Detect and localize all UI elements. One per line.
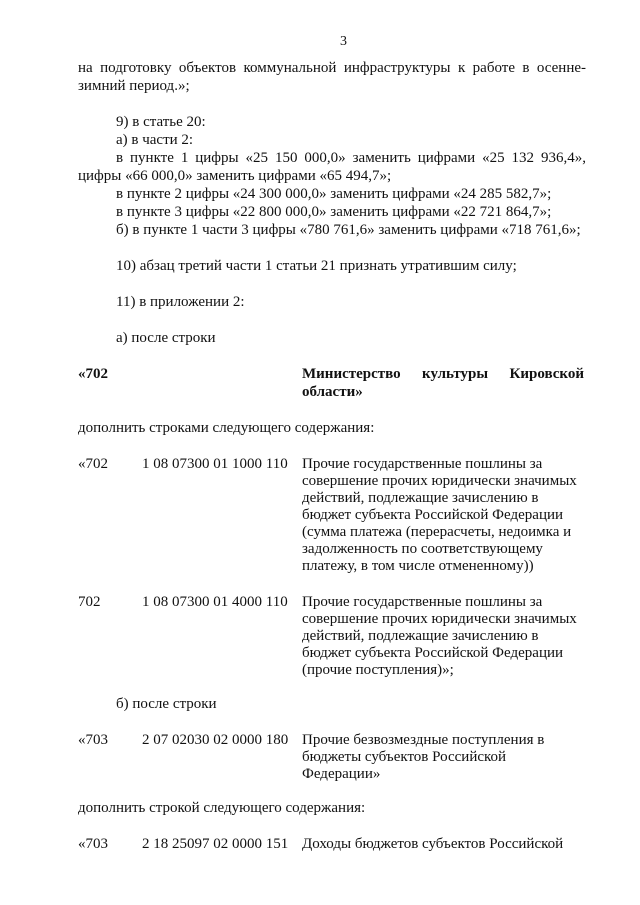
row-3-kbk: 2 07 02030 02 0000 180	[142, 732, 289, 748]
row-3-code: «703	[78, 732, 108, 748]
row-4-description	[302, 836, 592, 853]
add-rows-text: дополнить строками следующего содержания:	[78, 420, 375, 436]
ministry-row-name-line-2: области»	[302, 384, 363, 400]
row-4-kbk: 2 18 25097 02 0000 151	[142, 836, 289, 852]
item-10: 10) абзац третий части 1 статьи 21 признать утратившим силу;	[116, 258, 517, 274]
ministry-row-name-line-1: Министерство культуры Кировской	[302, 366, 584, 382]
row-1-kbk: 1 08 07300 01 1000 110	[142, 456, 288, 472]
item-9-point-1-line-2: цифры «66 000,0» заменить цифрами «65 494,7»;	[78, 168, 392, 184]
item-11: 11) в приложении 2:	[116, 294, 245, 310]
item-9-point-1-line-1: в пункте 1 цифры «25 150 000,0» заменить цифрами «25 132 936,4»,	[116, 150, 586, 166]
row-4-desc-line: Доходы бюджетов субъектов Российской	[302, 836, 564, 852]
row-1-desc-line: Прочие государственные пошлины за	[302, 456, 543, 472]
item-9-part-a: а) в части 2:	[116, 132, 194, 148]
row-1-code: «702	[78, 456, 108, 472]
sub-item-a: а) после строки	[116, 330, 216, 346]
row-1-desc-line: совершение прочих юридически значимых	[302, 473, 577, 489]
row-4-code: «703	[78, 836, 108, 852]
ministry-row-code: «702	[78, 366, 108, 382]
item-9-part-b: б) в пункте 1 части 3 цифры «780 761,6» заменить цифрами «718 761,6»;	[116, 222, 581, 238]
row-1-desc-line: задолженность по соответствующему	[302, 541, 543, 557]
row-3-desc-line: Прочие безвозмездные поступления в	[302, 732, 545, 748]
sub-item-b: б) после строки	[116, 696, 217, 712]
intro-line-1: на подготовку объектов коммунальной инфраструктуры к работе в осенне-	[78, 60, 586, 76]
row-2-description	[302, 594, 592, 679]
row-1-desc-line: платежу, в том числе отмененному))	[302, 558, 534, 574]
row-2-desc-line: совершение прочих юридически значимых	[302, 611, 577, 627]
intro-line-2: зимний период.»;	[78, 78, 190, 94]
item-9-heading: 9) в статье 20:	[116, 114, 206, 130]
row-2-desc-line: действий, подлежащие зачислению в	[302, 628, 539, 644]
page-number: 3	[340, 34, 347, 49]
row-2-desc-line: Прочие государственные пошлины за	[302, 594, 543, 610]
row-3-desc-line: бюджеты субъектов Российской	[302, 749, 507, 765]
row-3-desc-line: Федерации»	[302, 766, 381, 782]
add-row-text: дополнить строкой следующего содержания:	[78, 800, 366, 816]
row-1-desc-line: бюджет субъекта Российской Федерации	[302, 507, 564, 523]
row-3-description	[302, 732, 592, 783]
row-2-desc-line: бюджет субъекта Российской Федерации	[302, 645, 564, 661]
row-1-desc-line: (сумма платежа (перерасчеты, недоимка и	[302, 524, 572, 540]
row-1-desc-line: действий, подлежащие зачислению в	[302, 490, 539, 506]
row-1-description	[302, 456, 592, 575]
row-2-kbk: 1 08 07300 01 4000 110	[142, 594, 288, 610]
item-9-point-3: в пункте 3 цифры «22 800 000,0» заменить цифрами «22 721 864,7»;	[116, 204, 552, 220]
item-9-point-2: в пункте 2 цифры «24 300 000,0» заменить цифрами «24 285 582,7»;	[116, 186, 552, 202]
row-2-desc-line: (прочие поступления)»;	[302, 662, 454, 678]
row-2-code: 702	[78, 594, 101, 610]
